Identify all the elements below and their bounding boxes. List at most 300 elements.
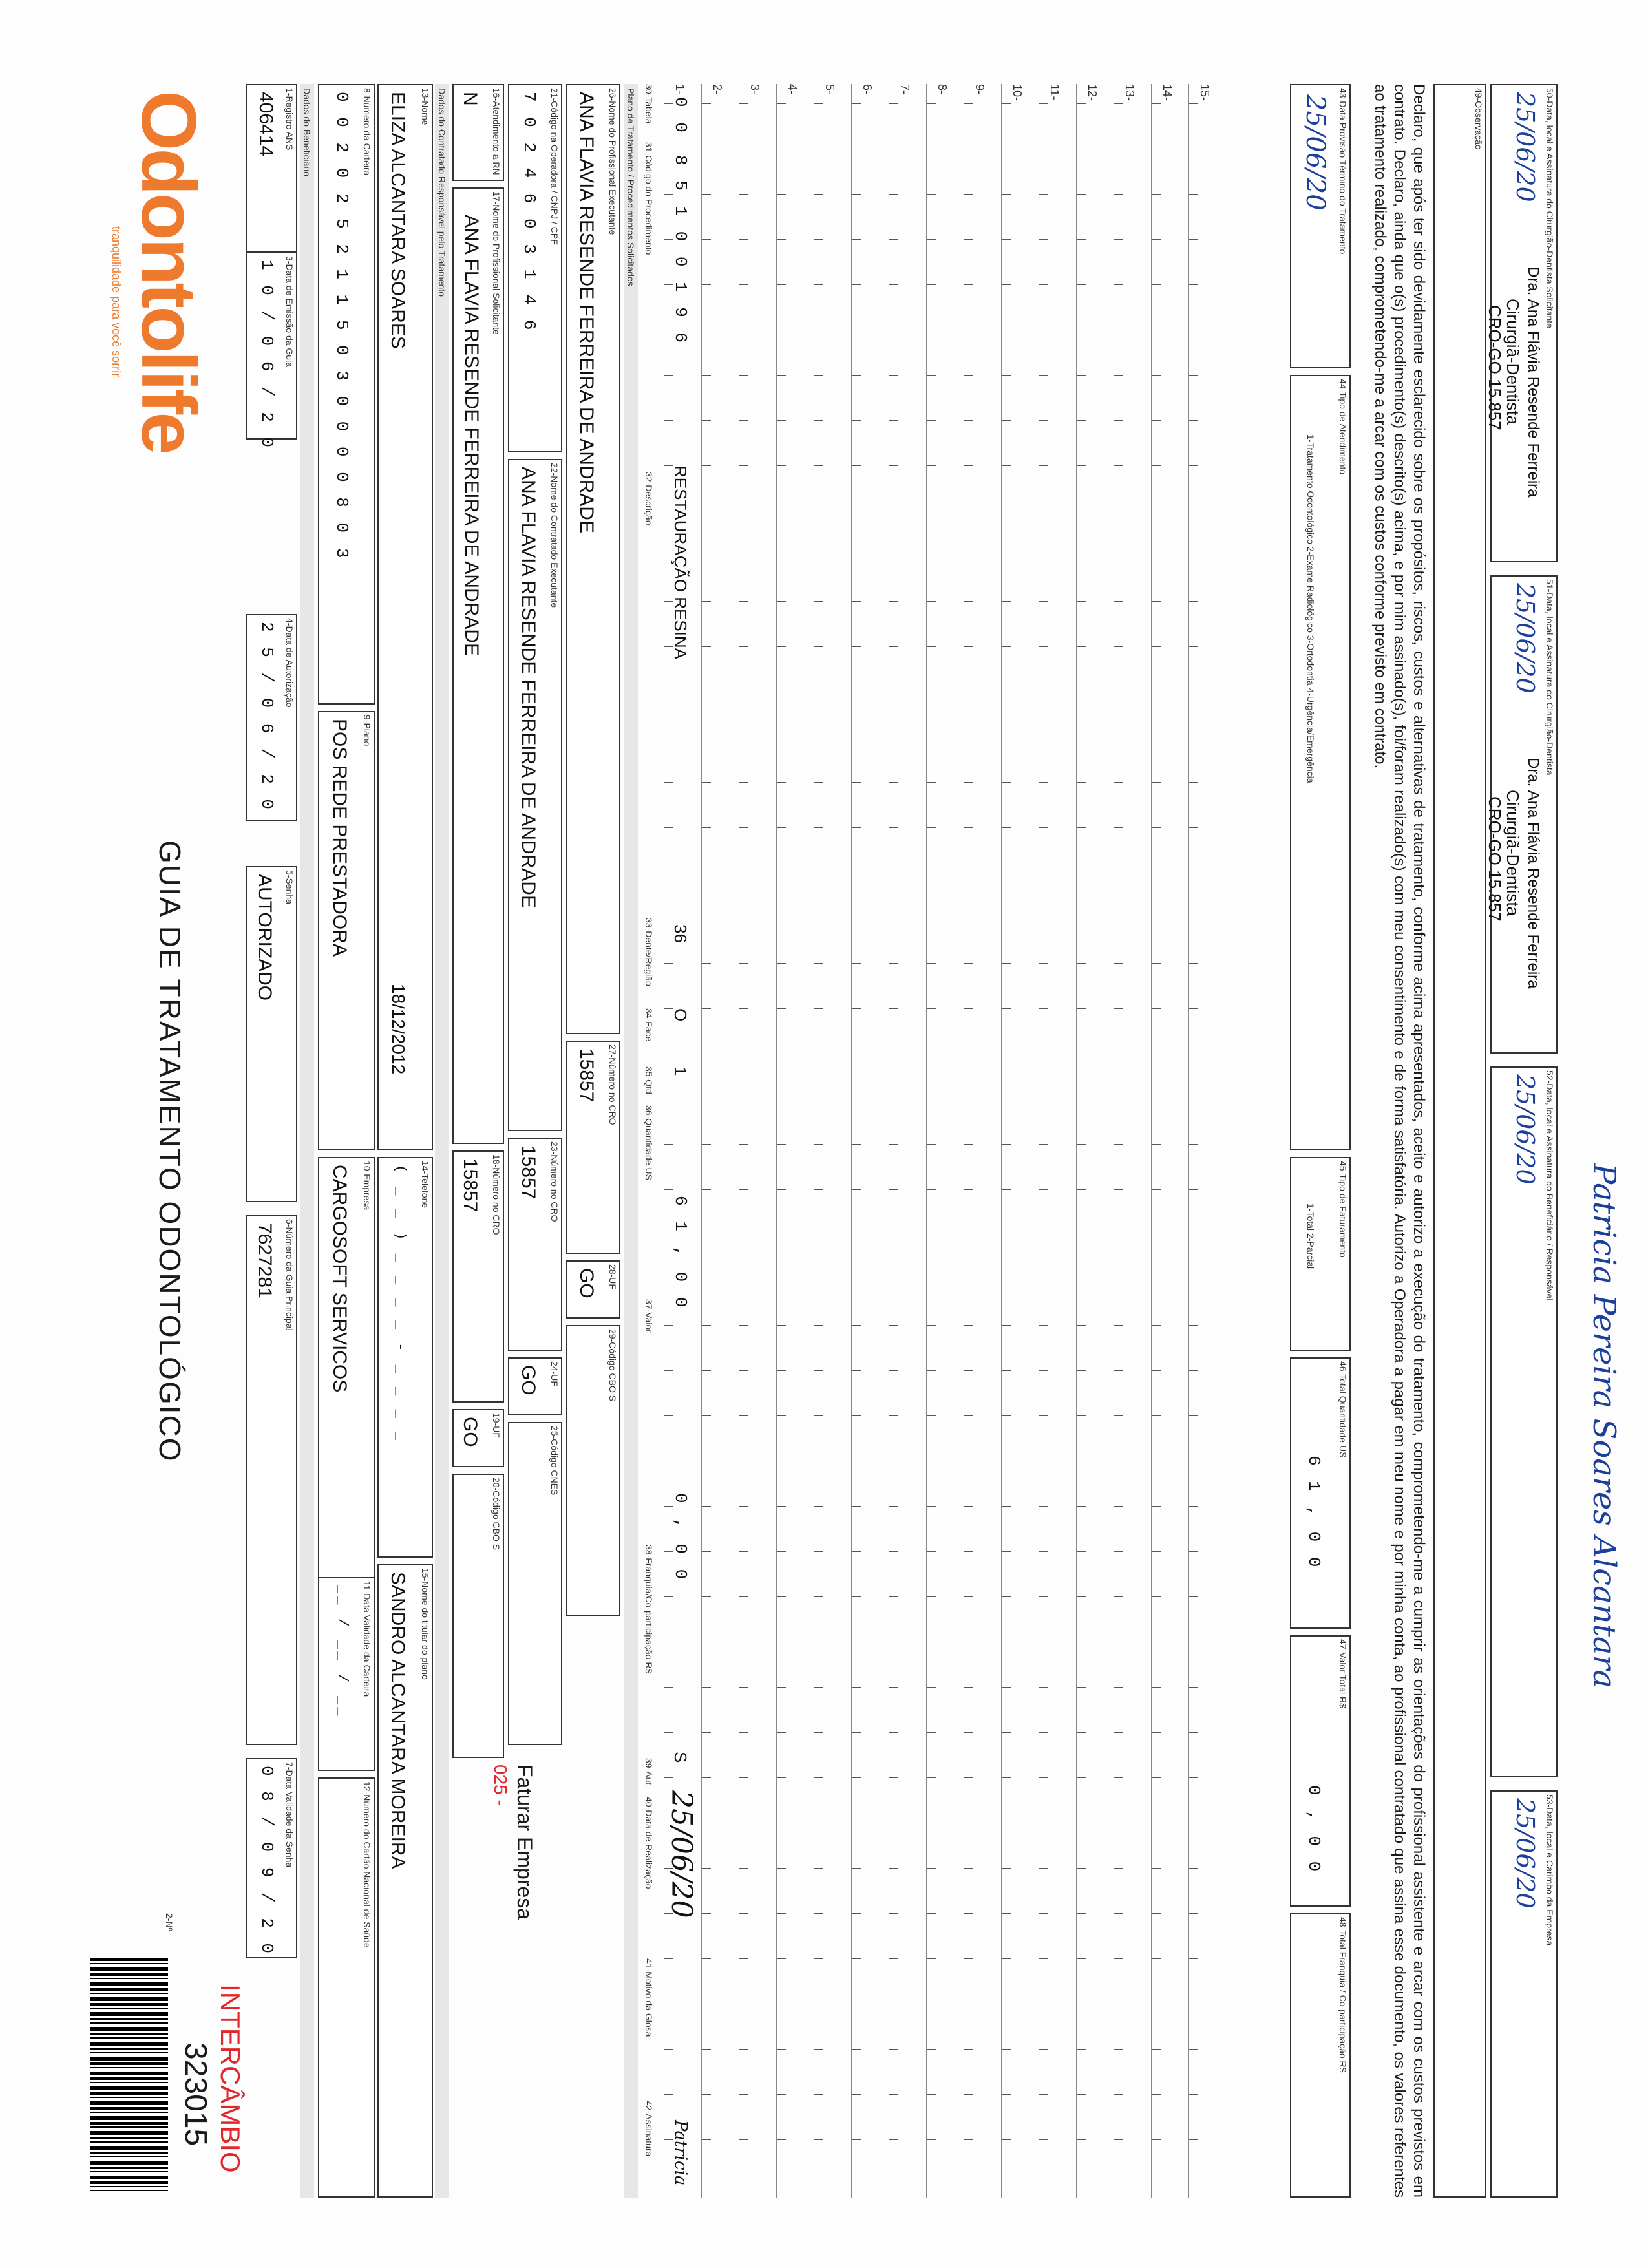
field-telefone: 14-Telefone ( _ _ ) _ _ _ _ - _ _ _ _ xyxy=(377,1157,433,1558)
cell-tick xyxy=(814,239,823,240)
cell-tick xyxy=(739,2049,748,2050)
cell-tick xyxy=(777,827,786,828)
cell-tick xyxy=(927,103,936,104)
row-number: 14- xyxy=(1161,84,1174,101)
cell-tick xyxy=(889,1868,898,1869)
row-number: 7- xyxy=(898,84,911,95)
cell-tick xyxy=(777,1551,786,1552)
atendimento-rn-value: N xyxy=(460,92,481,106)
cell-tick xyxy=(964,2139,973,2140)
cell-tick xyxy=(1152,1958,1161,1959)
cell-tick xyxy=(852,194,861,195)
nome-value: ELIZA ALCANTARA SOARES xyxy=(387,92,408,349)
header-data: 40-Data de Realização xyxy=(644,1797,654,1889)
cell-tick xyxy=(1152,1415,1161,1416)
cell-tick xyxy=(1039,1687,1048,1688)
header-us: 36-Quantidade US xyxy=(644,1105,654,1180)
cell-face: O xyxy=(671,1008,690,1022)
cell-tick xyxy=(664,1687,673,1688)
field-cbo-sol: 20-Código CBO S xyxy=(452,1474,504,1758)
cell-tick xyxy=(889,1144,898,1145)
cell-tick xyxy=(1002,103,1011,104)
brand-name: Odontolife xyxy=(125,90,212,452)
cell-tick xyxy=(1152,1687,1161,1688)
cell-tick xyxy=(814,1868,823,1869)
cell-tick xyxy=(739,1958,748,1959)
cell-tick xyxy=(814,782,823,783)
cell-tick xyxy=(1114,827,1123,828)
intercambio-label: INTERCÂMBIO xyxy=(215,1984,246,2173)
cell-tick xyxy=(964,1008,973,1009)
cell-tick xyxy=(1189,1189,1198,1190)
cell-tick xyxy=(1002,1506,1011,1507)
cell-tick xyxy=(1039,2094,1048,2095)
row-number: 4- xyxy=(786,84,799,95)
cell-tick xyxy=(927,420,936,421)
cell-tick xyxy=(964,782,973,783)
cell-tick xyxy=(889,1958,898,1959)
cell-tick xyxy=(702,1732,711,1733)
cell-tick xyxy=(777,284,786,285)
cell-tick xyxy=(702,963,711,964)
cell-tick xyxy=(889,1415,898,1416)
cell-aut: S xyxy=(671,1752,690,1763)
field-data-autorizacao: 4-Data de Autorização 2 5 / 0 6 / 2 0 xyxy=(246,614,297,821)
cell-tick xyxy=(814,1913,823,1914)
form-title: GUIA DE TRATAMENTO ODONTOLÓGICO xyxy=(153,840,187,1463)
cell-tick xyxy=(1152,1144,1161,1145)
cell-tick xyxy=(739,1189,748,1190)
cell-tick xyxy=(1152,194,1161,195)
cell-tick xyxy=(1189,1008,1198,1009)
cell-tick xyxy=(664,963,673,964)
cell-valor: 0 , 0 0 xyxy=(671,1493,690,1582)
cell-tick xyxy=(814,601,823,602)
cell-tick xyxy=(1039,1777,1048,1778)
row-number: 15- xyxy=(1198,84,1211,101)
cell-tick xyxy=(814,1189,823,1190)
field-validade-carteira: 11-Data Validade da Carteira __ / __ / __ xyxy=(318,1577,375,1771)
signature-cirurgiao-solicitante: 50-Data, local e Assinatura do Cirurgião-Dentista Solicitante 25/06/20 Dra. Ana Flávia Resende Ferreira Cirurgiã-Dentista CRO-GO 15.857 xyxy=(1490,84,1558,562)
cell-tick xyxy=(1077,1325,1086,1326)
cell-tick xyxy=(1152,827,1161,828)
cell-tick xyxy=(1114,239,1123,240)
cell-tick xyxy=(702,1551,711,1552)
cell-tick xyxy=(739,963,748,964)
header-franquia: 38-Franquia/Co-participação R$ xyxy=(644,1545,654,1674)
cell-tick xyxy=(1039,2049,1048,2050)
cell-tick xyxy=(852,1415,861,1416)
cell-tick xyxy=(702,1913,711,1914)
cell-tick xyxy=(777,1325,786,1326)
procedure-header-row xyxy=(640,84,655,2198)
cell-tick xyxy=(964,1506,973,1507)
table-row xyxy=(1185,0,1223,2268)
cell-tick xyxy=(702,1325,711,1326)
cell-tick xyxy=(889,646,898,647)
field-observacao: 49-Observação xyxy=(1433,84,1486,2198)
cell-tick xyxy=(1077,1415,1086,1416)
cell-tick xyxy=(1189,1913,1198,1914)
cell-tick xyxy=(814,963,823,964)
cell-tick xyxy=(927,239,936,240)
cell-tick xyxy=(1039,1551,1048,1552)
cell-tick xyxy=(1039,239,1048,240)
cell-tick xyxy=(814,103,823,104)
cell-tick xyxy=(927,1370,936,1371)
cell-tick xyxy=(1189,1958,1198,1959)
cell-tick xyxy=(1152,601,1161,602)
cell-tick xyxy=(964,1596,973,1597)
cell-tick xyxy=(1039,1596,1048,1597)
cirurgiao-sol-date: 25/06/20 xyxy=(1511,92,1539,202)
cell-tick xyxy=(1039,194,1048,195)
row-number: 2- xyxy=(711,84,724,95)
cell-tick xyxy=(889,1551,898,1552)
cell-tick xyxy=(777,1777,786,1778)
cell-tick xyxy=(927,1551,936,1552)
row-number: 11- xyxy=(1048,84,1061,100)
validade-senha-value: 0 8 / 0 9 / 2 0 xyxy=(257,1766,277,1956)
cell-tick xyxy=(964,420,973,421)
row-underline xyxy=(851,84,852,2198)
field-cbo-prof: 29-Código CBO S xyxy=(566,1325,620,1616)
table-row xyxy=(1035,0,1073,2268)
cell-tick xyxy=(1152,1913,1161,1914)
cell-tick xyxy=(702,782,711,783)
cell-tick xyxy=(1152,284,1161,285)
cell-tick xyxy=(1114,1777,1123,1778)
cell-tick xyxy=(889,827,898,828)
cell-tick xyxy=(927,1189,936,1190)
cell-tick xyxy=(814,420,823,421)
row-underline xyxy=(926,84,927,2198)
cell-tick xyxy=(664,827,673,828)
cell-tick xyxy=(1189,1596,1198,1597)
field-titular: 15-Nome do titular do plano SANDRO ALCANTARA MOREIRA xyxy=(377,1564,433,2198)
cell-tick xyxy=(664,2049,673,2050)
cell-tick xyxy=(702,239,711,240)
cell-tick xyxy=(777,601,786,602)
cell-tick xyxy=(964,375,973,376)
cell-tick xyxy=(1039,963,1048,964)
cell-tick xyxy=(702,2049,711,2050)
plano-value: POS REDE PRESTADORA xyxy=(329,719,350,957)
cell-tick xyxy=(852,1551,861,1552)
beneficiario-signature: Patricia Pereira Soares Alcantara xyxy=(1586,1163,1622,1689)
cell-tick xyxy=(927,1415,936,1416)
cell-tick xyxy=(1189,1370,1198,1371)
field-total-us: 46-Total Quantidade US 6 1 , 0 0 xyxy=(1290,1357,1351,1629)
section-beneficiario: Dados do Beneficiário xyxy=(300,84,314,2198)
header-qtd: 35-Qtd xyxy=(644,1066,654,1094)
cell-tick xyxy=(1002,2094,1011,2095)
cell-tick xyxy=(927,1144,936,1145)
cell-tick xyxy=(664,1777,673,1778)
cell-tick xyxy=(814,2049,823,2050)
cell-tick xyxy=(1077,2094,1086,2095)
cell-tick xyxy=(964,194,973,195)
cell-tick xyxy=(1114,1370,1123,1371)
section-procedimentos: Plano de Tratamento / Procedimentos Solicitados xyxy=(624,84,638,2198)
cell-tick xyxy=(1189,1325,1198,1326)
data-emissao-value: 1 0 / 0 6 / 2 0 xyxy=(257,260,277,450)
cell-tick xyxy=(1152,1325,1161,1326)
cell-tick xyxy=(702,601,711,602)
cell-tick xyxy=(1077,1596,1086,1597)
field-atendimento-rn: 16-Atendimento a RN N xyxy=(452,84,504,181)
cell-tick xyxy=(889,963,898,964)
cell-tick xyxy=(1152,1732,1161,1733)
header-tabela: 30-Tabela xyxy=(644,84,654,124)
field-prof-solicitante: 17-Nome do Profissional Solicitante ANA FLAVIA RESENDE FERREIRA DE ANDRADE xyxy=(452,187,504,1144)
cell-tick xyxy=(1114,1958,1123,1959)
cell-tick xyxy=(777,1008,786,1009)
field-senha: 5-Senha AUTORIZADO xyxy=(246,866,297,1202)
cell-tick xyxy=(852,1008,861,1009)
uf-sol-value: GO xyxy=(460,1417,481,1447)
cell-tick xyxy=(927,963,936,964)
field-prof-exec: 26-Nome do Profissional Executante ANA FLAVIA RESENDE FERREIRA DE ANDRADE xyxy=(566,84,620,1034)
cell-tick xyxy=(664,1596,673,1597)
cell-tick xyxy=(889,2139,898,2140)
cell-tick xyxy=(1114,2049,1123,2050)
cell-tick xyxy=(777,1958,786,1959)
field-previsao-termino: 43-Data Provisão Término do Tratamento 25/06/20 xyxy=(1290,84,1351,368)
cell-tick xyxy=(739,1732,748,1733)
field-uf-prof: 28-UF GO xyxy=(566,1260,620,1319)
cell-tick xyxy=(852,601,861,602)
cell-tick xyxy=(889,239,898,240)
prof-exec-value: ANA FLAVIA RESENDE FERREIRA DE ANDRADE xyxy=(576,92,597,533)
guia-principal-value: 7627281 xyxy=(254,1223,275,1298)
cell-tick xyxy=(814,1596,823,1597)
cell-tick xyxy=(852,1596,861,1597)
cell-tick xyxy=(702,827,711,828)
cell-tick xyxy=(777,1596,786,1597)
cell-tick xyxy=(777,963,786,964)
cell-tick xyxy=(1039,1325,1048,1326)
cell-tick xyxy=(852,1913,861,1914)
cell-tick xyxy=(1189,963,1198,964)
cell-tick xyxy=(777,1189,786,1190)
cell-tick xyxy=(1114,465,1123,466)
cell-tick xyxy=(1152,1370,1161,1371)
cell-tick xyxy=(1189,646,1198,647)
cell-tick xyxy=(1189,2139,1198,2140)
row-underline xyxy=(1001,84,1002,2198)
cell-tick xyxy=(739,1144,748,1145)
cell-tick xyxy=(1002,2139,1011,2140)
row-underline xyxy=(1151,84,1152,2198)
table-row xyxy=(1073,0,1110,2268)
cell-tick xyxy=(889,375,898,376)
cell-tick xyxy=(1002,1732,1011,1733)
cell-tick xyxy=(852,103,861,104)
cell-tick xyxy=(777,103,786,104)
cell-tick xyxy=(1002,1596,1011,1597)
cell-tick xyxy=(927,1008,936,1009)
cell-tick xyxy=(739,2094,748,2095)
cell-tick xyxy=(1077,103,1086,104)
cell-tick xyxy=(814,2139,823,2140)
cell-tick xyxy=(777,1732,786,1733)
cell-tick xyxy=(852,1777,861,1778)
cirurgiao-sol-name: Dra. Ana Flávia Resende Ferreira xyxy=(1525,266,1542,498)
cell-tick xyxy=(852,1144,861,1145)
cell-tick xyxy=(1077,1506,1086,1507)
cell-tick xyxy=(664,420,673,421)
cell-tick xyxy=(777,1913,786,1914)
cell-tick xyxy=(927,284,936,285)
cell-tick xyxy=(702,420,711,421)
cell-tick xyxy=(1189,375,1198,376)
cell-tick xyxy=(1189,782,1198,783)
cell-tick xyxy=(1039,1008,1048,1009)
cell-tick xyxy=(1189,284,1198,285)
cell-tick xyxy=(702,1868,711,1869)
cell-tick xyxy=(1077,1008,1086,1009)
brand-tagline: tranquilidade para você sorrir xyxy=(110,226,123,377)
cell-tick xyxy=(1114,1325,1123,1326)
cell-tick xyxy=(889,103,898,104)
cell-tick xyxy=(664,1415,673,1416)
valor-total-value: 0 , 0 0 xyxy=(1304,1785,1324,1874)
cell-tick xyxy=(777,1415,786,1416)
cell-tick xyxy=(777,1868,786,1869)
row-number: 13- xyxy=(1123,84,1136,101)
cell-tick xyxy=(1039,1144,1048,1145)
total-us-value: 6 1 , 0 0 xyxy=(1304,1456,1324,1570)
cell-tick xyxy=(1002,1144,1011,1145)
cell-tick xyxy=(814,1370,823,1371)
cell-tick xyxy=(1152,1189,1161,1190)
cell-tick xyxy=(1152,963,1161,964)
cell-tick xyxy=(1077,601,1086,602)
cell-tick xyxy=(814,1551,823,1552)
cell-tick xyxy=(1114,420,1123,421)
cell-tick xyxy=(702,1144,711,1145)
cell-tick xyxy=(739,465,748,466)
contratado-exec-value: ANA FLAVIA RESENDE FERREIRA DE ANDRADE xyxy=(518,467,539,908)
empresa-date: 25/06/20 xyxy=(1511,1798,1539,1909)
cell-tick xyxy=(1002,420,1011,421)
cell-tick xyxy=(777,2094,786,2095)
cell-tick xyxy=(739,601,748,602)
cirurgiao-exec-date: 25/06/20 xyxy=(1511,583,1539,694)
field-registro-ans: 1-Registro ANS 406414 xyxy=(246,84,297,252)
cell-tick xyxy=(927,194,936,195)
cell-tick xyxy=(964,1868,973,1869)
table-row xyxy=(1110,0,1148,2268)
cell-tick xyxy=(927,2094,936,2095)
cell-tick xyxy=(664,1958,673,1959)
cell-tick xyxy=(889,1913,898,1914)
cell-tick xyxy=(964,1732,973,1733)
cell-assinatura: Patricia xyxy=(671,2120,690,2186)
cell-tick xyxy=(814,1325,823,1326)
cell-tick xyxy=(739,375,748,376)
signature-cirurgiao-executante: 51-Data, local e Assinatura do Cirurgião-Dentista 25/06/20 Dra. Ana Flávia Resende Ferreira Cirurgiã-Dentista CRO-GO 15.857 xyxy=(1490,575,1558,1054)
cell-tick xyxy=(702,1370,711,1371)
cell-tick xyxy=(739,194,748,195)
cirurgiao-sol-title: Cirurgiã-Dentista xyxy=(1503,299,1523,425)
table-row xyxy=(923,0,960,2268)
cell-tick xyxy=(964,1370,973,1371)
cell-tick xyxy=(1077,2139,1086,2140)
cell-tick xyxy=(964,465,973,466)
cell-tick xyxy=(1189,420,1198,421)
cell-tabela: 0 0 xyxy=(671,97,690,135)
declaracao-text: Declaro, que após ter sido devidamente esclarecido sobre os propósitos, riscos, custos e alternativas de tratamento, conforme acima apresentados, aceito e autorizo a execução do tratamento, comprometendo-me a cumprir as orientações do profissional assistente e arcar com os custos previstos em contrato. Declaro, ainda que o(s) procedimento(s) descrito(s) acima, e por mim assinado(s), foi/foram realizado(s) com meu consentimento e de forma satisfatória. Autorizo a Operadora a pagar em meu nome e por minha conta, ao profissional contratado que assina esse documento, os valores referentes ao tratamento realizado, comprometendo-me a arcar com os custos conforme previsto em contrato. xyxy=(1371,84,1428,2198)
field-tipo-faturamento: 45-Tipo de Faturamento 1-Total 2-Parcial xyxy=(1290,1157,1351,1351)
cell-tick xyxy=(739,284,748,285)
cell-tick xyxy=(777,2049,786,2050)
cell-tick xyxy=(1002,1370,1011,1371)
cell-tick xyxy=(664,2094,673,2095)
cell-tick xyxy=(1152,1868,1161,1869)
cell-tick xyxy=(1039,782,1048,783)
cell-tick xyxy=(664,1144,673,1145)
cell-tick xyxy=(739,239,748,240)
cell-tick xyxy=(777,1370,786,1371)
cell-tick xyxy=(889,1596,898,1597)
cell-tick xyxy=(777,1687,786,1688)
cell-tick xyxy=(964,1913,973,1914)
cro-prof-value: 15857 xyxy=(576,1048,597,1103)
cell-tick xyxy=(777,465,786,466)
cell-tick xyxy=(739,420,748,421)
table-row xyxy=(735,0,773,2268)
header-codigo: 31-Código do Procedimento xyxy=(644,142,654,255)
cell-tick xyxy=(889,1777,898,1778)
cell-tick xyxy=(1002,2049,1011,2050)
cell-tick xyxy=(1114,284,1123,285)
validade-carteira-value: __ / __ / __ xyxy=(334,1585,350,1719)
cell-tick xyxy=(814,2094,823,2095)
cell-tick xyxy=(814,1506,823,1507)
cell-tick xyxy=(739,1370,748,1371)
field-nome: 13-Nome ELIZA ALCANTARA SOARES 18/12/2012 xyxy=(377,84,433,1150)
cell-tick xyxy=(1002,1777,1011,1778)
cell-tick xyxy=(664,1325,673,1326)
cell-tick xyxy=(739,2139,748,2140)
titular-value: SANDRO ALCANTARA MOREIRA xyxy=(387,1572,408,1869)
cell-tick xyxy=(1077,1913,1086,1914)
cell-tick xyxy=(1039,103,1048,104)
table-row xyxy=(885,0,923,2268)
cell-tick xyxy=(889,1732,898,1733)
cell-tick xyxy=(1039,375,1048,376)
cell-tick xyxy=(927,375,936,376)
cell-tick xyxy=(889,465,898,466)
signature-beneficiario: 52-Data, local e Assinatura do Beneficiário / Responsável 25/06/20 xyxy=(1490,1066,1558,1777)
cell-tick xyxy=(852,239,861,240)
cell-tick xyxy=(1189,1687,1198,1688)
cell-tick xyxy=(889,1008,898,1009)
header-aut: 39-Aut. xyxy=(644,1758,654,1788)
cell-tick xyxy=(1077,963,1086,964)
header-glosa: 41-Motivo da Glosa xyxy=(644,1958,654,2037)
cell-tick xyxy=(1077,2049,1086,2050)
senha-value: AUTORIZADO xyxy=(254,874,275,1001)
cell-tick xyxy=(739,1687,748,1688)
cell-tick xyxy=(852,420,861,421)
cell-tick xyxy=(1077,782,1086,783)
cell-tick xyxy=(852,1189,861,1190)
table-row xyxy=(810,0,848,2268)
field-cnes: 25-Código CNES xyxy=(508,1422,562,1745)
